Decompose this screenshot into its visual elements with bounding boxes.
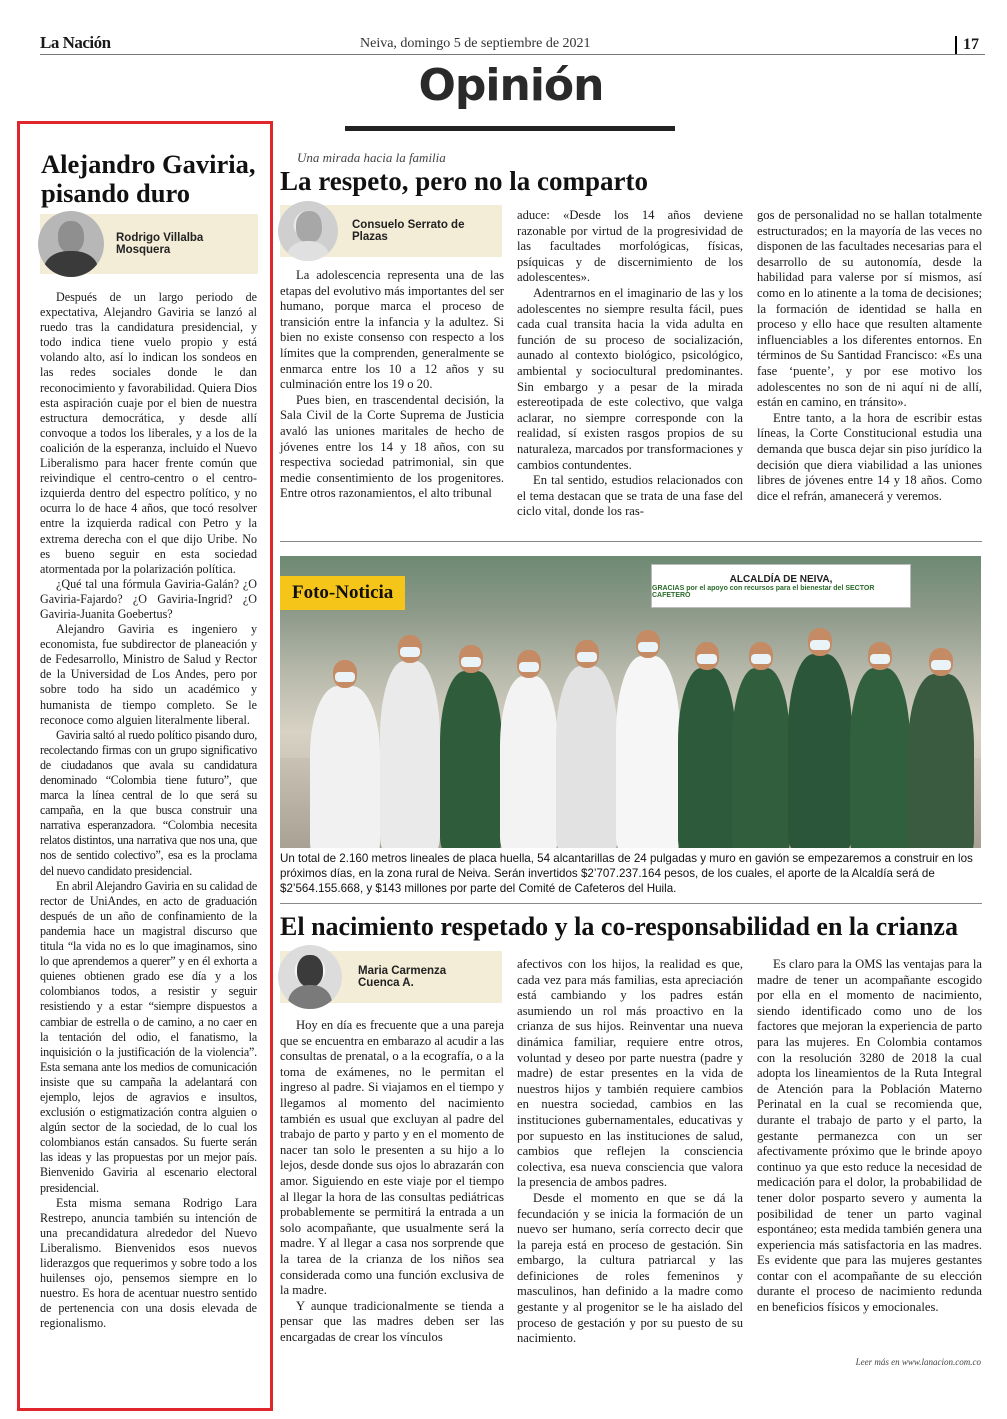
banner-line-1: ALCALDÍA DE NEIVA, (729, 573, 833, 585)
paragraph: afectivos con los hijos, la realidad es que, cada vez para más familias, esta apreciación está cambiando y los padres están asumiendo un rol más proactivo en la crianza de sus hijos. Reinventar una nueva dinámica familiar, requiere entre otros, voluntad y deseo por parte nuestra (padre y madre) de estar presentes en la vida de nuestros hijos y también requiere cambios en nuestra sociedad, cambios en las instituciones gubernamentales, educativas y por supuesto en las instituciones de salud, cambios que reflejen la consciencia colectiva, esa nueva consciencia que valora la presencia de ambos padres. (517, 957, 743, 1190)
bottom-article-col-1 (280, 1018, 504, 1345)
person-figure (908, 674, 974, 848)
person-figure (850, 668, 910, 848)
top-article-col-2 (517, 208, 743, 520)
top-article-col-3 (757, 208, 982, 504)
left-article-title: Alejandro Gaviria, pisando duro (41, 149, 256, 208)
section-title: Opinión (418, 60, 604, 111)
kicker: Una mirada hacia la familia (297, 150, 446, 165)
person-figure (788, 654, 852, 848)
author-photo (278, 201, 338, 261)
author-photo (38, 211, 104, 277)
divider (280, 903, 982, 904)
bottom-author-name: Maria Carmenza Cuenca A. (358, 964, 447, 989)
paragraph: Es claro para la OMS las ventajas para la madre de tener un acompañante escogido por ella en el momento de nacimiento, siendo identificado como uno de los factores que mejoran la experiencia de parto para las mujeres. En Colombia contamos con la resolución 3280 de 2018 la cual adopta los lineamientos de la Ruta Integral de Atención para la Población Materno Perinatal en la cual se recomienda que, durante el trabajo de parto y el parto, la gestante permanezca con un ser afectivamente próximo que le brinde apoyo continuo ya que esto reduce la necesidad de medicación para el dolor, la probabilidad de tener dolor posparto severo y aumenta la posibilidad de tener un parto vaginal espontáneo; esta medida también genera una experiencia más satisfactoria en las madres. Es evidente que para las mujeres gestantes contar con el acompañante de su elección durante el proceso de nacimiento redunda en beneficios físicos y emocionales. (757, 957, 982, 1315)
paragraph: ¿Qué tal una fórmula Gaviria-Galán? ¿O Gaviria-Fajardo? ¿O Gaviria-Ingrid? ¿O Gaviria-Juanita Goebertus? (40, 576, 257, 621)
paragraph: Pues bien, en trascendental decisión, la Sala Civil de la Corte Suprema de Justicia avaló las uniones maritales de hecho de jóvenes entre los 14 y 18 años, con su respectiva sociedad patrimonial, sin que medie consentimiento de los progenitores. Entre otros razonamientos, el alto tribunal (280, 392, 504, 501)
person-figure (500, 676, 558, 848)
header-rule (40, 54, 985, 55)
paragraph: gos de personalidad no se hallan totalmente estructurados; en la mayoría de las veces no disponen de las facultades necesarias para el desarrollo de su autonomía, desde la habilidad para valerse por sí mismos, así como en lo atinente a la toma de decisiones; la formación de identidad se halla en proceso y ello hace que resulten altamente influenciables a los diferentes entornos. En términos de Su Santidad Francisco: «Es una fase ‘puente’, y por ese motivo los adolescentes no son de ni aquí ni de allí, están en camino, en tránsito». (757, 208, 982, 410)
paragraph: En tal sentido, estudios relacionados con el tema destacan que se trata de una fase del ciclo vital, donde los ras- (517, 473, 743, 519)
person-figure (616, 656, 680, 848)
paragraph: Hoy en día es frecuente que a una pareja que se encuentra en embarazo al acudir a las consultas de prenatal, o a la ecografía, o a la toma de exámenes, no le permitan el ingreso al padre. Si viajamos en el tiempo y llegamos al momento del nacimiento también es usual que excluyan al padre del trabajo de parto y parto y en el momento de nacer tan solo le presenten a su hijo a lo lejos, desde donde sus ojos lo abrazarán con amor. Siguiendo en este viaje por el tiempo al llegar la hora de las consultas pediátricas probablemente se permitirá la entrada a un solo acompañante, que usualmente será la madre. Y al llegar a casa nos sorprende que la tarea de la crianza de los niños sea considerada como una función exclusiva de la madre. (280, 1018, 504, 1298)
person-figure (556, 666, 618, 848)
top-article-col-1 (280, 268, 504, 502)
paragraph: aduce: «Desde los 14 años deviene razonable por virtud de la progresividad de las facultades morfológicas, físicas, psíquicas y de discernimiento de los adolescentes». (517, 208, 743, 285)
masthead-logo: La Nación (40, 33, 111, 52)
left-author-box (40, 214, 258, 274)
paragraph: Esta misma semana Rodrigo Lara Restrepo, anuncia también su intención de una precandidatura alrededor del Nuevo Liberalismo. Bienvenidos esos nuevos liderazgos que requerimos y sobre todo a los huilenses ojo, pensemos siempre en lo nuestro. Es hora de acentuar nuestro sentido de pertenencia con una dosis elevada de regionalismo. (40, 1195, 257, 1331)
left-article-body (40, 290, 257, 1331)
bottom-article-col-2 (517, 957, 743, 1347)
left-author-name: Rodrigo Villalba Mosquera (116, 231, 204, 256)
news-photo (280, 556, 981, 848)
top-author-box (280, 205, 502, 257)
dateline: Neiva, domingo 5 de septiembre de 2021 (360, 36, 591, 51)
photo-banner (651, 564, 911, 608)
paragraph: Después de un largo periodo de expectativa, Alejandro Gaviria se lanzó al ruedo tras la candidatura presidencial, y todo indica tiene vuelo propio y está volando alto, así lo indican los sondeos en las redes sociales donde le dan reconocimiento y favorabilidad. Quiera Dios esta aspiración cuaje por el bien de nuestra estructura democrática, y desde allí convoque a todos los liberales, y a los de la coalición de la esperanza, incluido el Nuevo Liberalismo para hacer frente común que reivindique el centro-centro o el centro-izquierda dentro del espectro político, y no ocurra lo de hace 4 años, que tocó resolver entre la izquierda radical con Petro y la extrema derecha con el que dijo Uribe. No es bueno seguir en esta sociedad atormentada por la polarización política. (40, 290, 257, 576)
top-author-name: Consuelo Serrato de Plazas (352, 218, 465, 243)
bottom-article-col-3 (757, 957, 982, 1316)
paragraph: Entre tanto, a la hora de escribir estas líneas, la Corte Constitucional estudia una demanda que busca dejar sin piso jurídico la decisión que diera viabilidad a las uniones libres de jóvenes entre 14 y 18 años. Como dice el refrán, amanecerá y veremos. (757, 410, 982, 503)
top-article-title: La respeto, pero no la comparto (280, 166, 648, 196)
bottom-author-box (280, 951, 502, 1003)
person-figure (380, 661, 440, 848)
photo-caption: Un total de 2.160 metros lineales de placa huella, 54 alcantarillas de 24 pulgadas y muro en gavión se empezaremos a construir en los próximos días, en la zona rural de Neiva. Serán invertidos $2’707.237.164 pesos, de los cuales, el aporte de la Alcaldía será de $2’564.155.668, y $143 millones por parte del Comité de Cafeteros del Huila. (280, 852, 973, 895)
paragraph: Alejandro Gaviria es ingeniero y economista, fue subdirector de planeación y de Fedesarrollo, Ministro de Salud y Rector de la Universidad de Los Andes, pero por sobre todo ha sido un académico y humanista de tiempo completo. Se le reconoce como alguien literalmente liberal. (40, 622, 257, 727)
read-more-link[interactable]: Leer más en www.lanacion.com.co (855, 1357, 981, 1367)
person-figure (732, 668, 790, 848)
paragraph: Y aunque tradicionalmente se tienda a pensar que las madres deben ser las encargadas de crear los vínculos (280, 1298, 504, 1344)
paragraph: Adentrarnos en el imaginario de las y los adolescentes no siempre resulta fácil, pues cada cual transita hacia la vida adulta en función de su proceso de socialización, aunado al contexto biológico, psicológico, ambiental y sociocultural predominantes. Sin embargo y a pesar de la mirada estereotipada de este colectivo, que valga aclarar, no siempre corresponde con la realidad, sí existen rasgos propios de su naturaleza, marcados por transformaciones y cambios contundentes. (517, 285, 743, 472)
author-photo (278, 945, 342, 1009)
page-number: 17 (955, 36, 979, 54)
divider (280, 541, 982, 542)
banner-line-2: GRACIAS por el apoyo con recursos para el bienestar del SECTOR CAFETERO (652, 584, 875, 599)
person-figure (678, 668, 736, 848)
foto-noticia-tag: Foto-Noticia (280, 576, 405, 610)
paragraph: La adolescencia representa una de las etapas del evolutivo más importantes del ser humano, porque marca el proceso de transición entre la infancia y la adultez. Si bien no existe consenso con respecto a los límites que la comprenden, generalmente se enmarca entre los 10 a 12 años y su culminación entre los 19 o 20. (280, 268, 504, 392)
paragraph: En abril Alejandro Gaviria en su calidad de rector de UniAndes, en acto de graduación después de un año de confinamiento de la pandemia hace un magistral discurso que titula “la vida no es lo que imaginamos, sino lo que aprendemos a querer” y en él exhorta a quienes obtienen grado ese día y a los colombianos todos, a resistir y seguir resistiendo y a estar “siempre dispuestos a cambiar de estrella o de camino, a no caer en la tentación del odio, el fanatismo, la inquisición o la justificación de la violencia”. Esta semana ante los medios de comunicación insiste que su campaña la adelantará con ejemplo, lejos de agravios e insultos, exclusión o estigmatización contra alguien o algún sector de la sociedad, de lo cual los colombianos están cansados. Su fuerte serán las ideas y las propuestas por un mejor país. Bienvenido Gaviria al escenario electoral presidencial. (40, 878, 257, 1195)
paragraph: Gaviria saltó al ruedo político pisando duro, recolectando firmas con un grupo significativo de ciudadanos que avala su candidatura denominado “Colombia tiene futuro”, que marca la línea central de lo que será su campaña, en la que busca construir una narrativa esperanzadora. “Colombia necesita relatos distintos, una narrativa que nos una, que nos de sentido colectivo”, esa es la proclama del nuevo candidato presidencial. (40, 727, 257, 878)
person-figure (440, 671, 502, 848)
section-rule (345, 126, 675, 131)
person-figure (310, 686, 380, 848)
paragraph: Desde el momento en que se dá la fecundación y se inicia la formación de un nuevo ser humano, sería correcto decir que la pareja está en proceso de gestación. Sin embargo, la cultura patriarcal y las definiciones de roles femeninos y masculinos, han definido a la madre como gestante y al progenitor se le ha aislado del proceso de gestación y por su puesto de su nacimiento. (517, 1190, 743, 1346)
bottom-article-title: El nacimiento respetado y la co-responsabilidad en la crianza (280, 912, 958, 941)
